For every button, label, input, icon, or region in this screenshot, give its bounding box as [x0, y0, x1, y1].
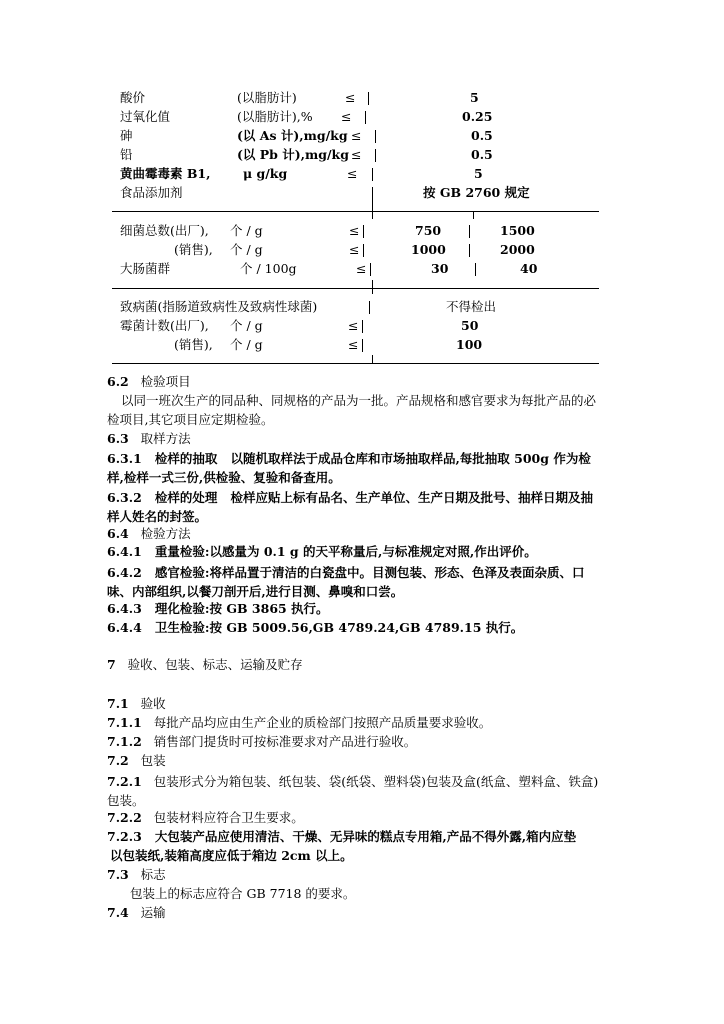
table-separator	[475, 263, 476, 276]
heading-7: 7 验收、包装、标志、运输及贮存	[107, 657, 303, 672]
table-separator	[362, 320, 363, 333]
paragraph-6-3-1: 6.3.1 检样的抽取 以随机取样法于成品仓库和市场抽取样品,每批抽取 500g 作为检样,检样一式三份,供检验、复验和备查用。	[107, 451, 591, 485]
heading-7-1: 7.1 验收	[107, 696, 166, 711]
table-rule	[112, 288, 599, 289]
row-acid-name: 酸价	[120, 90, 146, 105]
row-lead-value: 0.5	[471, 147, 493, 162]
row-lead-unit: (以 Pb 计),mg/kg	[237, 147, 349, 162]
table-separator	[372, 355, 373, 363]
bacteria-sales-v2: 2000	[500, 242, 535, 257]
paragraph-6-3-2: 6.3.2 检样的处理 检样应贴上标有品名、生产单位、生产日期及批号、抽样日期及抽样人姓名的封签。	[107, 490, 593, 524]
pathogen-label: 致病菌(指肠道致病性及致病性球菌)	[120, 299, 318, 314]
table-separator	[372, 187, 373, 213]
heading-6-3: 6.3 取样方法	[107, 431, 191, 446]
heading-6-4: 6.4 检验方法	[107, 526, 191, 541]
row-acid-unit: (以脂肪计)	[237, 90, 297, 105]
table-separator	[369, 301, 370, 314]
mold-label: 霉菌计数(出厂),	[120, 318, 209, 333]
paragraph-7-2-3-line1: 7.2.3 大包装产品应使用清洁、干燥、无异味的糕点专用箱,产品不得外露,箱内应垫	[107, 829, 577, 844]
table-separator	[363, 244, 364, 257]
mold-sales-op: ≤	[348, 337, 359, 352]
table-rule	[112, 211, 599, 212]
paragraph-7-1-2: 7.1.2 销售部门提货时可按标准要求对产品进行验收。	[107, 734, 417, 749]
row-peroxide-op: ≤	[341, 109, 352, 124]
paragraph-7-3: 包装上的标志应符合 GB 7718 的要求。	[130, 886, 356, 901]
paragraph-6-4-1: 6.4.1 重量检验:以感量为 0.1 g 的天平称量后,与标准规定对照,作出评价。	[107, 544, 537, 559]
mold-sales-unit: 个 / g	[230, 337, 263, 352]
bacteria-sales-label: (销售),	[174, 242, 213, 257]
bacteria-total-unit: 个 / g	[230, 223, 263, 238]
row-lead-op: ≤	[351, 147, 362, 162]
row-arsenic-op: ≤	[351, 128, 362, 143]
table-separator	[375, 130, 376, 143]
paragraph-6-4-3: 6.4.3 理化检验:按 GB 3865 执行。	[107, 601, 329, 616]
row-additive-name: 食品添加剂	[120, 185, 183, 200]
row-additive-value: 按 GB 2760 规定	[423, 185, 530, 200]
paragraph-6-4-2: 6.4.2 感官检验:将样品置于清洁的白瓷盘中。目测包装、形态、色泽及表面杂质、口味、内部组织,以餐刀剖开后,进行目测、鼻嗅和口尝。	[107, 565, 585, 599]
row-arsenic-value: 0.5	[471, 128, 493, 143]
paragraph-6-4-4: 6.4.4 卫生检验:按 GB 5009.56,GB 4789.24,GB 4789.15 执行。	[107, 620, 524, 635]
row-peroxide-value: 0.25	[462, 109, 493, 124]
paragraph-6-2: 以同一班次生产的同品种、同规格的产品为一批。产品规格和感官要求为每批产品的必检项目,其它项目应定期检验。	[107, 393, 597, 427]
table-separator	[362, 339, 363, 352]
mold-op: ≤	[348, 318, 359, 333]
mold-value: 50	[461, 318, 479, 333]
mold-unit: 个 / g	[230, 318, 263, 333]
heading-6-2: 6.2 检验项目	[107, 374, 191, 389]
bacteria-sales-unit: 个 / g	[230, 242, 263, 257]
table-separator	[368, 92, 369, 105]
mold-sales-label: (销售),	[174, 337, 213, 352]
row-peroxide-name: 过氧化值	[120, 109, 171, 124]
row-lead-name: 铅	[120, 147, 133, 162]
pathogen-value: 不得检出	[446, 299, 497, 314]
table-separator	[372, 168, 373, 181]
paragraph-7-2-2: 7.2.2 包装材料应符合卫生要求。	[107, 810, 304, 825]
bacteria-sales-op: ≤	[349, 242, 360, 257]
row-aflatoxin-unit: μ g/kg	[243, 166, 288, 181]
row-peroxide-unit: (以脂肪计),%	[237, 109, 313, 124]
row-aflatoxin-name: 黄曲霉毒素 B1,	[120, 166, 211, 181]
table-separator	[363, 225, 364, 238]
bacteria-total-v2: 1500	[500, 223, 535, 238]
heading-7-2: 7.2 包装	[107, 753, 166, 768]
table-separator	[469, 244, 470, 257]
heading-7-4: 7.4 运输	[107, 905, 166, 920]
table-separator	[473, 211, 474, 219]
mold-sales-value: 100	[456, 337, 483, 352]
row-acid-value: 5	[470, 90, 479, 105]
table-separator	[469, 225, 470, 238]
bacteria-sales-v1: 1000	[411, 242, 446, 257]
coliform-v2: 40	[520, 261, 538, 276]
table-separator	[372, 288, 373, 294]
row-arsenic-unit: (以 As 计),mg/kg	[237, 128, 348, 143]
coliform-v1: 30	[431, 261, 449, 276]
bacteria-total-v1: 750	[415, 223, 442, 238]
bacteria-total-label: 细菌总数(出厂),	[120, 223, 209, 238]
table-separator	[370, 263, 371, 276]
row-acid-op: ≤	[345, 90, 356, 105]
coliform-label: 大肠菌群	[120, 261, 171, 276]
coliform-op: ≤	[356, 261, 367, 276]
table-separator	[365, 111, 366, 124]
table-separator	[372, 280, 373, 288]
paragraph-7-2-3-line2: 以包装纸,装箱高度应低于箱边 2cm 以上。	[110, 848, 353, 863]
heading-7-3: 7.3 标志	[107, 867, 166, 882]
table-rule	[112, 363, 599, 364]
table-separator	[372, 211, 373, 219]
paragraph-7-2-1: 7.2.1 包装形式分为箱包装、纸包装、袋(纸袋、塑料袋)包装及盒(纸盒、塑料盒、铁盒)包装。	[107, 774, 599, 808]
bacteria-total-op: ≤	[349, 223, 360, 238]
row-arsenic-name: 砷	[120, 128, 133, 143]
row-aflatoxin-value: 5	[474, 166, 483, 181]
coliform-unit: 个 / 100g	[240, 261, 297, 276]
table-separator	[375, 149, 376, 162]
row-aflatoxin-op: ≤	[347, 166, 358, 181]
paragraph-7-1-1: 7.1.1 每批产品均应由生产企业的质检部门按照产品质量要求验收。	[107, 715, 492, 730]
